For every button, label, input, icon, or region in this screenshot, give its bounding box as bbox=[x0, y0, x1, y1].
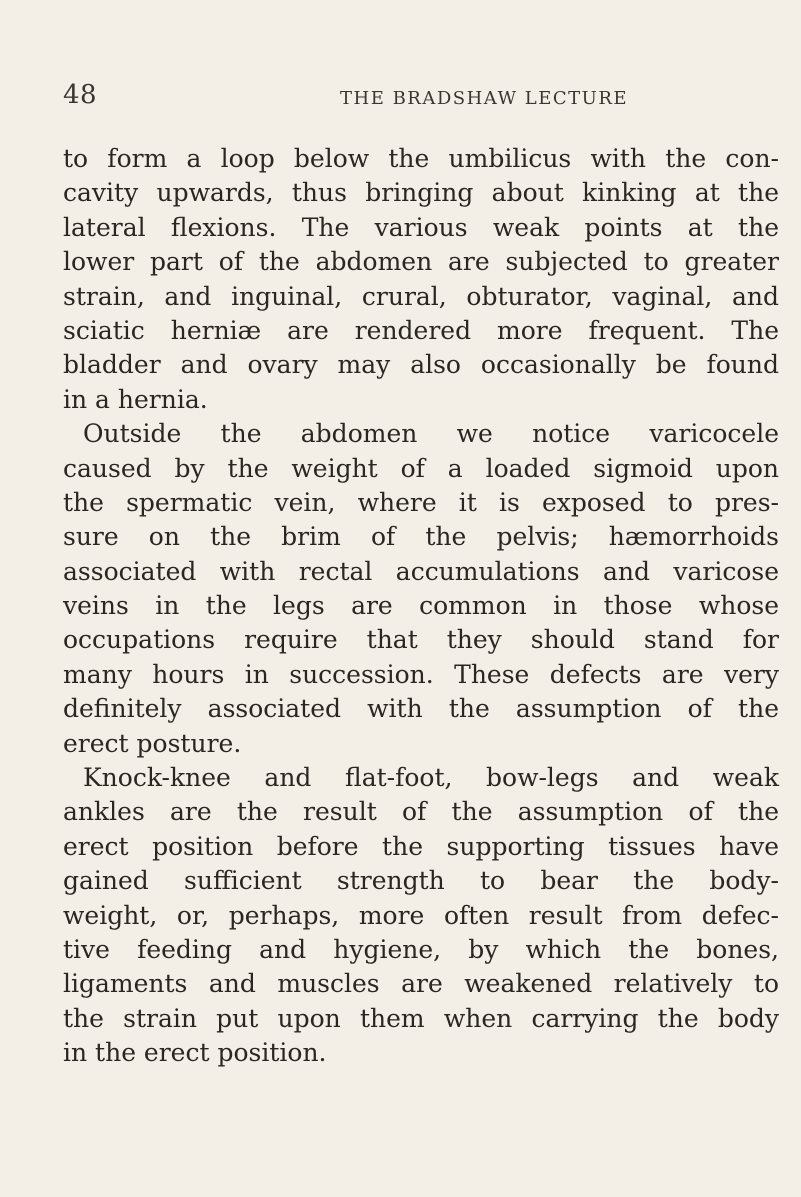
page-number: 48 bbox=[63, 80, 98, 110]
running-head bbox=[63, 80, 783, 120]
text-line: ankles are the result of the assumption of the bbox=[63, 797, 779, 827]
text-line: caused by the weight of a loaded sigmoid upon bbox=[63, 453, 779, 483]
text-line: gained sufficient strength to bear the body- bbox=[63, 866, 779, 896]
text-line: erect position before the supporting tissues have bbox=[63, 831, 779, 861]
text-line: strain, and inguinal, crural, obturator, vaginal, and bbox=[63, 281, 779, 311]
text-line: sciatic herniæ are rendered more frequent. The bbox=[63, 315, 779, 345]
text-line: in the erect position. bbox=[63, 1038, 327, 1068]
text-line: sure on the brim of the pelvis; hæmorrhoids bbox=[63, 522, 779, 552]
text-line: associated with rectal accumulations and varicose bbox=[63, 556, 779, 586]
text-line: cavity upwards, thus bringing about kinking at the bbox=[63, 178, 779, 208]
body-text bbox=[63, 142, 779, 1071]
text-line: Knock-knee and flat-foot, bow-legs and weak bbox=[83, 763, 779, 793]
text-line: many hours in succession. These defects are very bbox=[63, 659, 779, 689]
text-line: lateral flexions. The various weak points at the bbox=[63, 212, 779, 242]
text-line: lower part of the abdomen are subjected to greater bbox=[63, 247, 779, 277]
text-line: occupations require that they should stand for bbox=[63, 625, 779, 655]
text-line: in a hernia. bbox=[63, 384, 208, 414]
text-line: ligaments and muscles are weakened relatively to bbox=[63, 969, 779, 999]
text-line: the spermatic vein, where it is exposed to pres- bbox=[63, 487, 779, 517]
text-line: to form a loop below the umbilicus with the con- bbox=[63, 144, 779, 173]
text-line: Outside the abdomen we notice varicocele bbox=[83, 419, 779, 449]
text-line: definitely associated with the assumption of the bbox=[63, 694, 779, 724]
text-line: tive feeding and hygiene, by which the bones, bbox=[63, 934, 779, 964]
text-line: weight, or, perhaps, more often result from defec- bbox=[63, 900, 779, 930]
text-line: the strain put upon them when carrying the body bbox=[63, 1003, 779, 1033]
running-head-title: THE BRADSHAW LECTURE bbox=[340, 88, 629, 109]
text-line: veins in the legs are common in those whose bbox=[63, 591, 779, 621]
text-line: bladder and ovary may also occasionally be found bbox=[63, 350, 779, 380]
text-line: erect posture. bbox=[63, 728, 242, 758]
